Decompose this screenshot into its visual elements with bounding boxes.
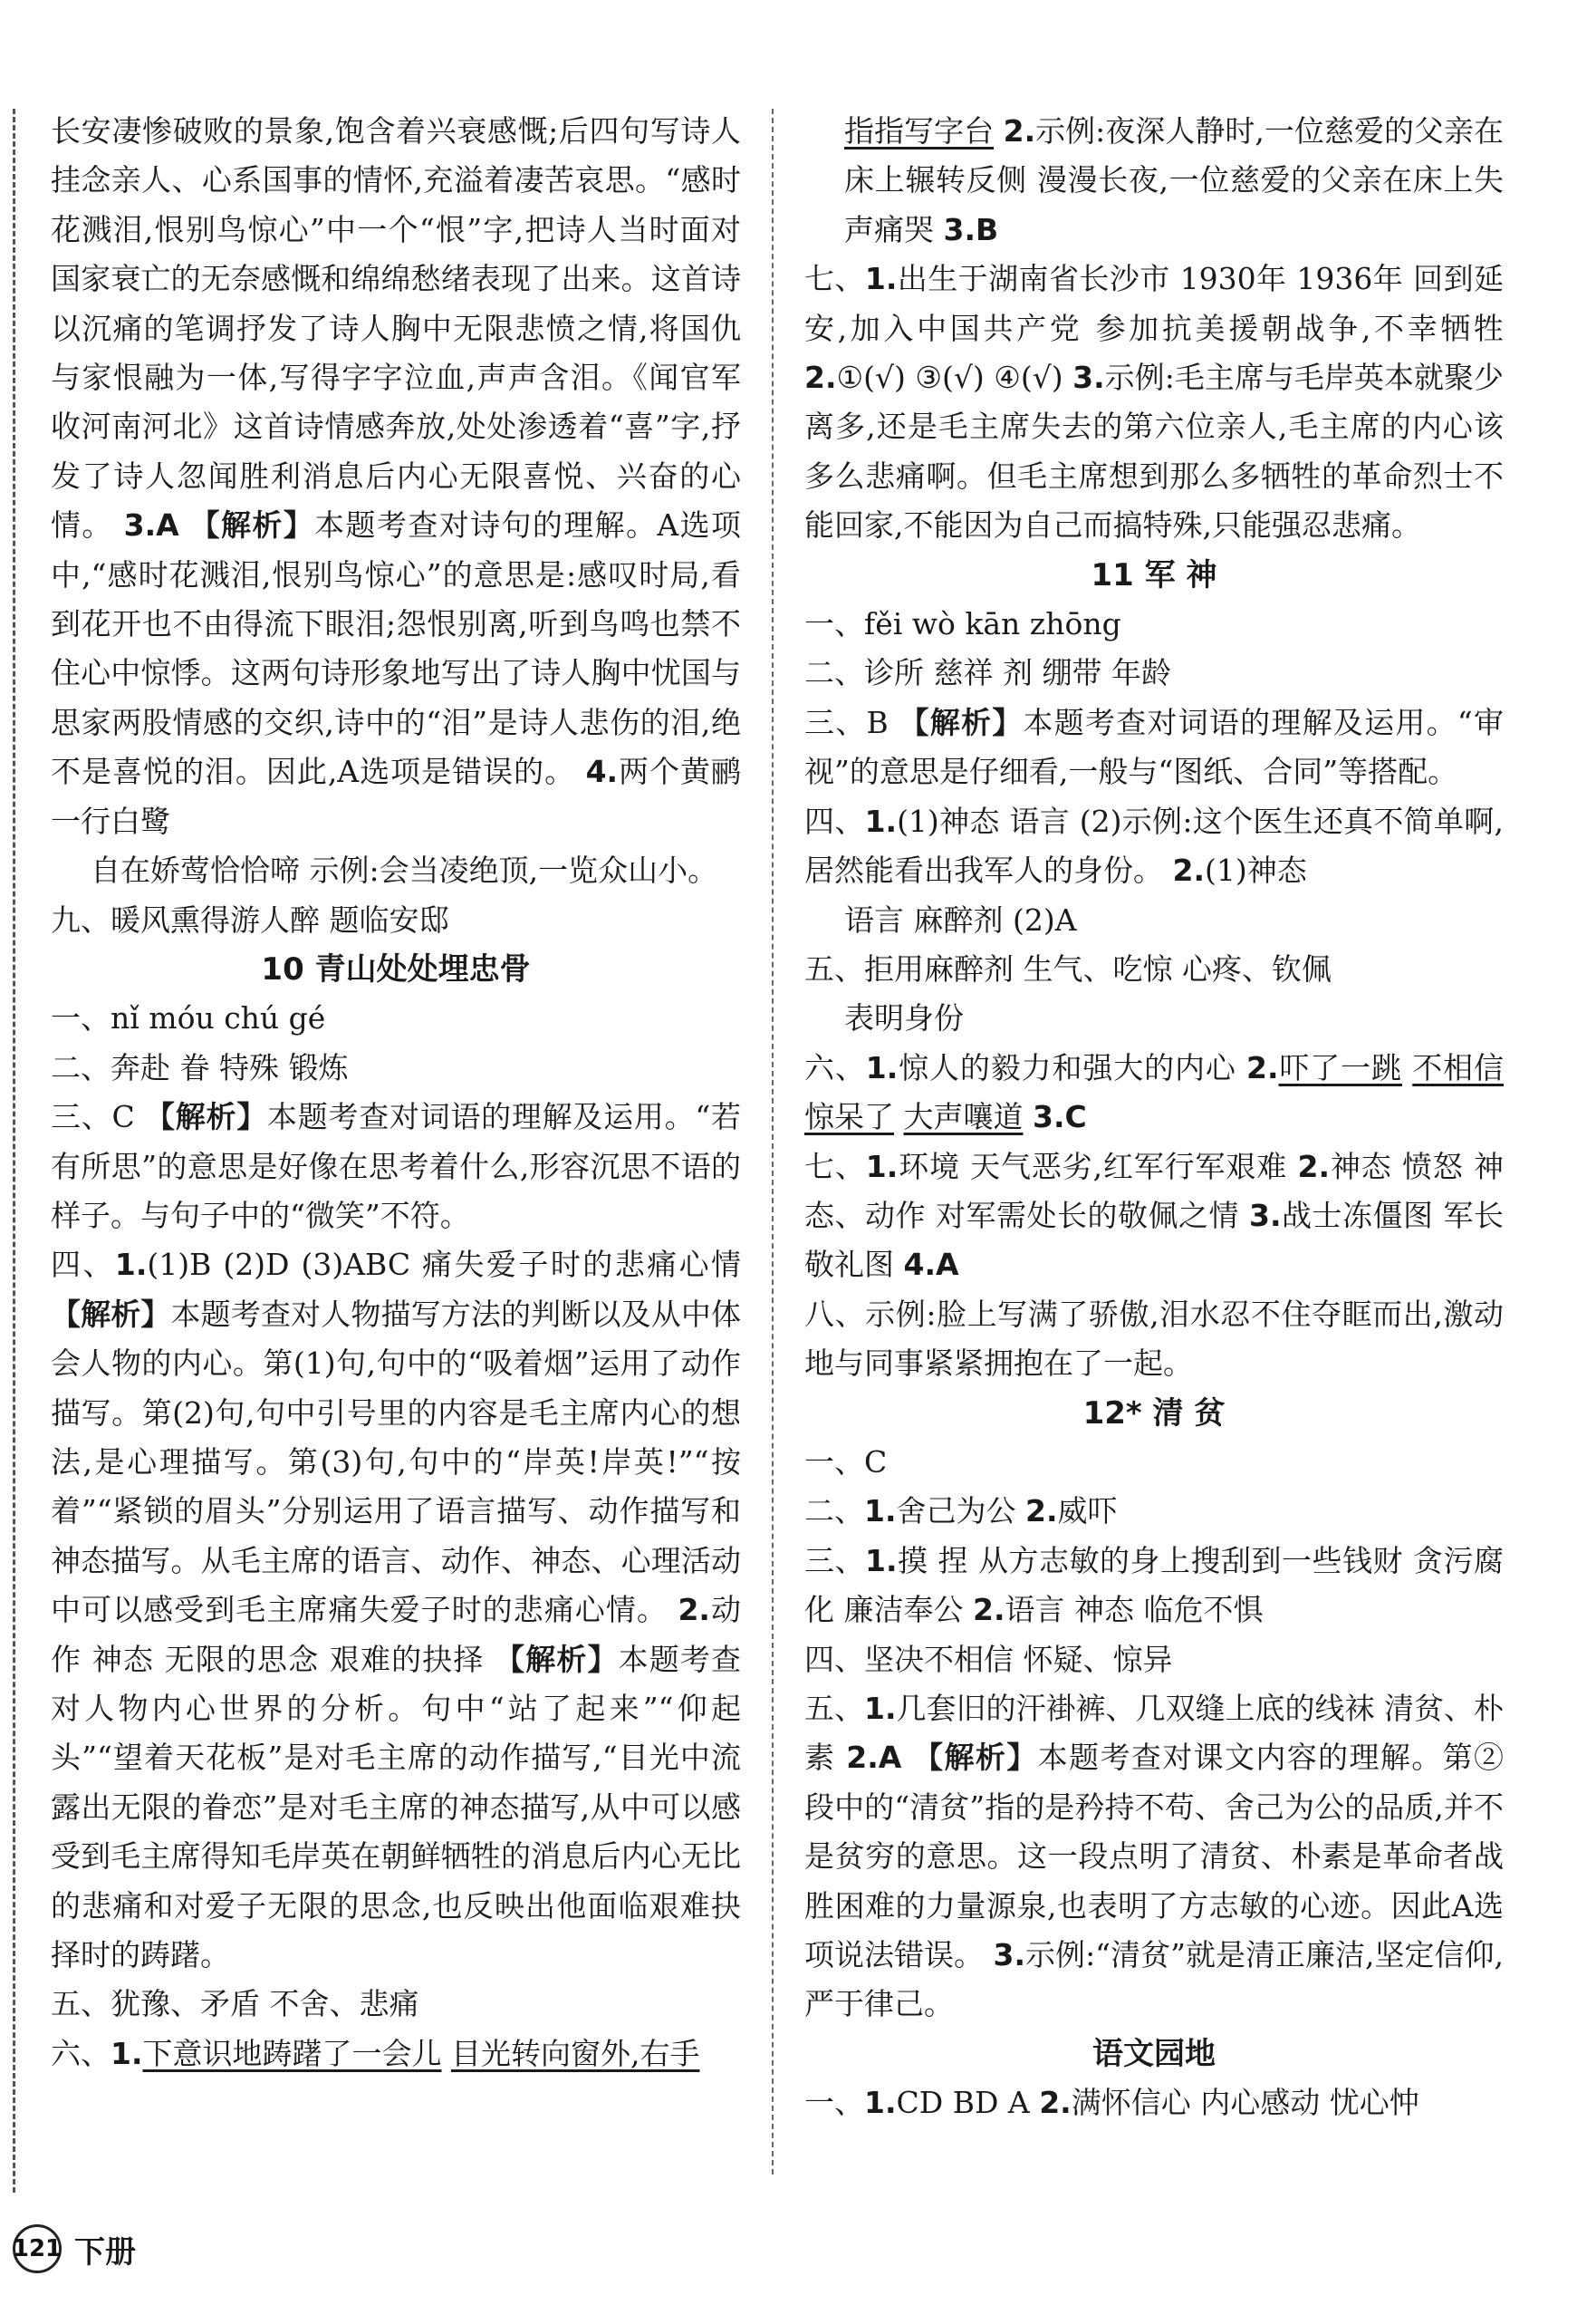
- l11-answer-1: 一、fěi wò kān zhōng: [804, 606, 1121, 642]
- l11-answer-3: 三、B 【解析】本题考查对词语的理解及运用。“审视”的意思是仔细看,一般与“图纸、合同”等搭配。: [804, 704, 1505, 790]
- l11-answer-8: 八、示例:脸上写满了骄傲,泪水忍不住夺眶而出,激动地与同事紧紧拥抱在了一起。: [804, 1296, 1504, 1382]
- l11-answer-4: 四、1.(1)神态 语言 (2)示例:这个医生还真不简单啊,居然能看出我军人的身份。 2.(1)神态: [804, 803, 1505, 889]
- l10-answer-5: 五、犹豫、矛盾 不舍、悲痛: [51, 1986, 419, 2022]
- l12-answer-4: 四、坚决不相信 怀疑、惊异: [804, 1641, 1173, 1677]
- column-divider: [772, 109, 774, 2175]
- l10-answer-4: 四、1.(1)B (2)D (3)ABC 痛失爱子时的悲痛心情 【解析】本题考查对人物描写方法的判断以及从中体会人物的内心。第(1)句,句中的“吸着烟”运用了动作描写。第(2)句,句中引号里的内容是毛主席内心的想法,是心理描写。第(3)句,句中的“岸英!岸英!”“按着”“紧锁的眉头”分别运用了语言描写、动作描写和神态描写。从毛主席的语言、动作、神态、心理活动中可以感受到毛主席痛失爱子时的悲痛心情。 2.动作 神态 无限的思念 艰难的抉择 【解析】本题考查对人物内心世界的分析。句中“站了起来”“仰起头”“望着天花板”是对毛主席的动作描写,“目光中流露出无限的眷恋”是对毛主席的神态描写,从中可以感受到毛主席得知毛岸英在朝鲜牺牲的消息后内心无比的悲痛和对爱子无限的思念,也反映出他面临艰难抉择时的踌躇。: [51, 1247, 742, 1973]
- l10-answer-6: 六、1.下意识地踌躇了一会儿 目光转向窗外,右手: [51, 2035, 700, 2071]
- l11-answer-6: 六、1.惊人的毅力和强大的内心 2.吓了一跳 不相信 惊呆了 大声嚷道 3.C: [804, 1049, 1505, 1135]
- l12-answer-3: 三、1.摸 捏 从方志敏的身上搜刮到一些钱财 贪污腐化 廉洁奉公 2.语言 神态 临危不惧: [804, 1542, 1504, 1628]
- l12-answer-1: 一、C: [804, 1443, 888, 1480]
- binding-fold-line: [13, 109, 15, 2193]
- poem-answer-continuation: 自在娇莺恰恰啼 示例:会当凌绝顶,一览众山小。: [91, 853, 718, 889]
- l12-answer-2: 二、1.舍己为公 2.威吓: [804, 1493, 1118, 1529]
- answer-item-9: 九、暖风熏得游人醉 题临安邸: [51, 902, 449, 938]
- volume-label: 下册: [74, 2233, 136, 2271]
- l11-answer-7: 七、1.环境 天气恶劣,红军行军艰难 2.神态 愤怒 神态、动作 对军需处长的敬佩之情 3.战士冻僵图 军长敬礼图 4.A: [804, 1148, 1504, 1283]
- l10-answer-2: 二、奔赴 眷 特殊 锻炼: [51, 1049, 349, 1085]
- chinese-garden-title: 语文园地: [1092, 2035, 1216, 2072]
- right-column: [804, 107, 1504, 2128]
- poem-analysis-paragraph: 长安凄惨破败的景象,饱含着兴衰感慨;后四句写诗人挂念亲人、心系国事的情怀,充溢着凄苦哀思。“感时花溅泪,恨别鸟惊心”中一个“恨”字,把诗人当时面对国家衰亡的无奈感慨和绵绵愁绪表现了出来。这首诗以沉痛的笔调抒发了诗人胸中无限悲愤之情,将国仇与家恨融为一体,写得字字泣血,声声含泪。《闻官军收河南河北》这首诗情感奔放,处处渗透着“喜”字,抒发了诗人忽闻胜利消息后内心无限喜悦、兴奋的心情。 3.A 【解析】本题考查对诗句的理解。A选项中,“感时花溅泪,恨别鸟惊心”的意思是:感叹时局,看到花开也不由得流下眼泪;怨恨别离,听到鸟鸣也禁不住心中惊悸。这两句诗形象地写出了诗人胸中忧国与思家两股情感的交织,诗中的“泪”是诗人悲伤的泪,绝不是喜悦的泪。因此,A选项是错误的。 4.两个黄鹂 一行白鹭: [51, 113, 742, 839]
- l11-answer-5: 五、拒用麻醉剂 生气、吃惊 心疼、钦佩: [804, 950, 1332, 987]
- l11-answer-2: 二、诊所 慈祥 剂 绷带 年龄: [804, 655, 1171, 691]
- l10-answer-7: 七、1.出生于湖南省长沙市 1930年 1936年 回到延安,加入中国共产党 参加抗美援朝战争,不幸牺牲 2.①(√) ③(√) ④(√) 3.示例:毛主席与毛岸英本就聚少离多,还是毛主席失去的第六位亲人,毛主席的内心该多么悲痛啊。但毛主席想到那么多牺牲的革命烈士不能回家,不能因为自己而搞特殊,只能强忍悲痛。: [804, 261, 1505, 544]
- page-number-badge: 121: [13, 2224, 62, 2273]
- l10-answer-3: 三、C 【解析】本题考查对词语的理解及运用。“若有所思”的意思是好像在思考着什么,形容沉思不语的样子。与句子中的“微笑”不符。: [51, 1099, 742, 1233]
- lesson-10-title: 10 青山处处埋忠骨: [261, 950, 531, 988]
- page-footer: [13, 2224, 136, 2273]
- l10-answer-6-continuation: 指指写字台 2.示例:夜深人静时,一位慈爱的父亲在床上辗转反侧 漫漫长夜,一位慈爱的父亲在床上失声痛哭 3.B: [844, 113, 1505, 247]
- l10-answer-1: 一、nǐ móu chú gé: [51, 1000, 326, 1037]
- l12-answer-5: 五、1.几套旧的汗褂裤、几双缝上底的线袜 清贫、朴素 2.A 【解析】本题考查对课文内容的理解。第②段中的“清贫”指的是矜持不苟、舍己为公的品质,并不是贫穷的意思。这一段点明了清贫、朴素是革命者战胜困难的力量源泉,也表明了方志敏的心迹。因此A选项说法错误。 3.示例:“清贫”就是清正廉洁,坚定信仰,严于律己。: [804, 1691, 1505, 2022]
- l11-answer-5-continuation: 表明身份: [844, 1000, 964, 1037]
- garden-answer-1: 一、1.CD BD A 2.满怀信心 内心感动 忧心忡: [804, 2085, 1419, 2121]
- lesson-11-title: 11 军 神: [1091, 556, 1217, 593]
- lesson-12-title: 12* 清 贫: [1082, 1394, 1226, 1432]
- l11-answer-4-continuation: 语言 麻醉剂 (2)A: [844, 902, 1077, 938]
- left-column: [51, 107, 741, 2078]
